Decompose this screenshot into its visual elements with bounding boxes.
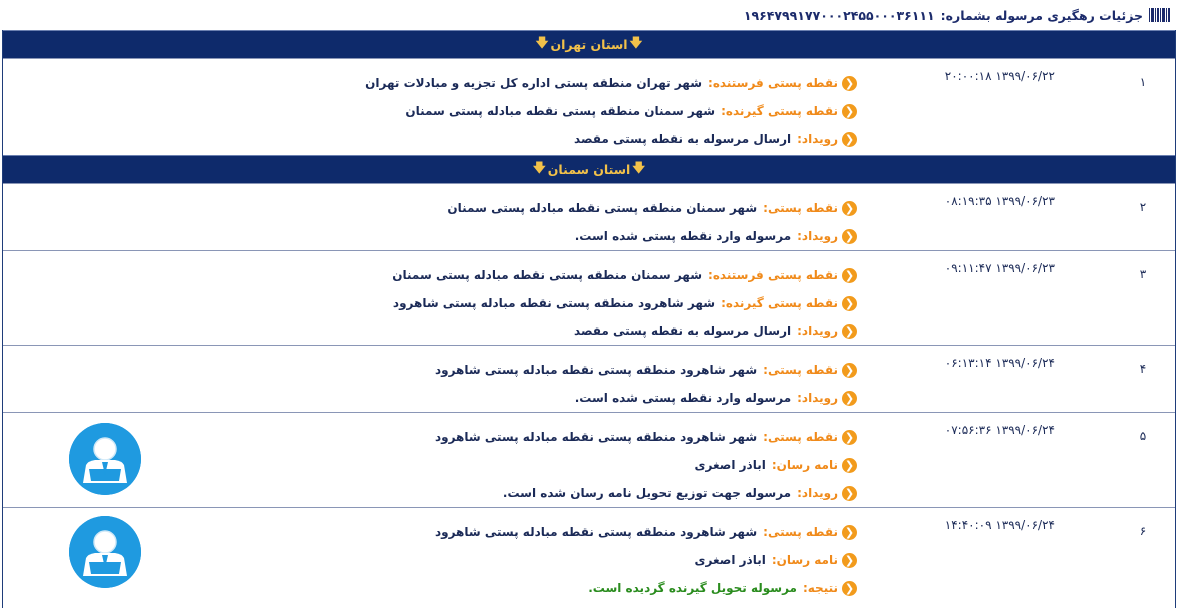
event-line (435, 384, 857, 412)
event-label: نقطه پستی گیرنده: (721, 296, 838, 310)
event-line (435, 451, 857, 479)
event-label: نامه رسان: (771, 553, 838, 567)
arrow-left-circle-icon: ❮ (842, 430, 857, 445)
row-events (435, 518, 857, 602)
table-row (3, 183, 1175, 250)
arrow-left-circle-icon: ❮ (842, 132, 857, 147)
event-label: نقطه پستی: (763, 430, 838, 444)
event-line (392, 261, 857, 289)
row-index: ۱ (1139, 75, 1147, 89)
event-line (435, 479, 857, 507)
arrow-left-circle-icon: ❮ (842, 458, 857, 473)
event-line (435, 574, 857, 602)
event-label: نقطه پستی: (763, 201, 838, 215)
province-name: استان سمنان (547, 162, 631, 177)
event-line (435, 546, 857, 574)
event-value: شهر شاهرود منطقه پستی نقطه مبادله پستی شاهرود (434, 525, 758, 539)
row-events (435, 356, 857, 412)
arrow-left-circle-icon: ❮ (842, 581, 857, 596)
event-value: شهر تهران منطقه پستی اداره کل تجزیه و مبادلات تهران (365, 76, 703, 90)
event-line (365, 69, 857, 97)
event-line (435, 518, 857, 546)
event-label: نقطه پستی گیرنده: (721, 104, 838, 118)
arrow-left-circle-icon: ❮ (842, 201, 857, 216)
tracking-header (0, 0, 1178, 30)
event-line (365, 97, 857, 125)
event-line (392, 289, 857, 317)
row-date: ۰۶:۱۳:۱۴ ۱۳۹۹/۰۶/۲۴ (944, 356, 1055, 370)
tracking-number: ۱۹۶۴۷۹۹۱۷۷۰۰۰۲۴۵۵۰۰۰۳۶۱۱۱ (743, 7, 935, 23)
row-date: ۰۸:۱۹:۳۵ ۱۳۹۹/۰۶/۲۳ (944, 194, 1055, 208)
event-value: مرسوله وارد نقطه پستی شده است. (574, 229, 792, 243)
arrow-left-circle-icon: ❮ (842, 76, 857, 91)
event-label: نقطه پستی: (763, 525, 838, 539)
event-value: مرسوله تحویل گیرنده گردیده است. (588, 581, 797, 595)
province-name: استان تهران (550, 37, 628, 52)
arrow-left-circle-icon: ❮ (842, 553, 857, 568)
event-value: مرسوله جهت توزیع تحویل نامه رسان شده است. (502, 486, 792, 500)
arrow-left-circle-icon: ❮ (842, 229, 857, 244)
tracking-title: جزئیات رهگیری مرسوله بشماره: (940, 7, 1143, 23)
event-label: رویداد: (797, 486, 838, 500)
event-label: رویداد: (797, 229, 838, 243)
postman-avatar-icon (69, 423, 141, 495)
event-value: ارسال مرسوله به نقطه پستی مقصد (574, 132, 792, 146)
arrow-left-circle-icon: ❮ (842, 391, 857, 406)
arrow-down-icon: 🡇 (535, 35, 549, 50)
arrow-left-circle-icon: ❮ (842, 324, 857, 339)
row-index: ۴ (1139, 362, 1147, 376)
arrow-left-circle-icon: ❮ (842, 486, 857, 501)
row-index: ۲ (1139, 200, 1147, 214)
event-label: رویداد: (797, 132, 838, 146)
province-header-semnan (3, 155, 1175, 183)
event-value: شهر شاهرود منطقه پستی نقطه مبادله پستی شاهرود (434, 430, 758, 444)
row-index: ۵ (1139, 429, 1147, 443)
barcode-icon (1149, 8, 1170, 22)
event-label: نقطه پستی فرستنده: (708, 76, 838, 90)
event-label: رویداد: (797, 391, 838, 405)
event-label: نامه رسان: (771, 458, 838, 472)
row-events (392, 261, 857, 345)
row-events (447, 194, 857, 250)
arrow-down-icon: 🡇 (629, 35, 643, 50)
row-events (435, 423, 857, 507)
event-line (447, 194, 857, 222)
table-row (3, 412, 1175, 507)
event-line (447, 222, 857, 250)
event-value: ارسال مرسوله به نقطه پستی مقصد (574, 324, 792, 338)
event-line (392, 317, 857, 345)
event-value: شهر شاهرود منطقه پستی نقطه مبادله پستی شاهرود (392, 296, 716, 310)
arrow-left-circle-icon: ❮ (842, 525, 857, 540)
event-value: شهر سمنان منطقه پستی نقطه مبادله پستی سمنان (447, 201, 758, 215)
arrow-down-icon: 🡇 (632, 160, 646, 175)
event-label: رویداد: (797, 324, 838, 338)
event-label: نقطه پستی: (763, 363, 838, 377)
row-index: ۳ (1139, 267, 1147, 281)
event-label: نتیجه: (802, 581, 838, 595)
row-date: ۲۰:۰۰:۱۸ ۱۳۹۹/۰۶/۲۲ (944, 69, 1055, 83)
event-value: شهر شاهرود منطقه پستی نقطه مبادله پستی شاهرود (434, 363, 758, 377)
table-row (3, 345, 1175, 412)
arrow-left-circle-icon: ❮ (842, 363, 857, 378)
arrow-down-icon: 🡇 (532, 160, 546, 175)
arrow-left-circle-icon: ❮ (842, 296, 857, 311)
tracking-table (2, 30, 1176, 608)
row-date: ۱۴:۴۰:۰۹ ۱۳۹۹/۰۶/۲۴ (944, 518, 1055, 532)
event-line (365, 125, 857, 153)
event-value: شهر سمنان منطقه پستی نقطه مبادله پستی سمنان (405, 104, 716, 118)
event-value: مرسوله وارد نقطه پستی شده است. (574, 391, 792, 405)
event-line (435, 423, 857, 451)
table-row (3, 250, 1175, 345)
row-date: ۰۹:۱۱:۴۷ ۱۳۹۹/۰۶/۲۳ (944, 261, 1055, 275)
row-events (365, 69, 857, 153)
row-index: ۶ (1139, 524, 1147, 538)
arrow-left-circle-icon: ❮ (842, 104, 857, 119)
event-value: اباذر اصغری (694, 553, 766, 567)
event-label: نقطه پستی فرستنده: (708, 268, 838, 282)
table-row (3, 507, 1175, 608)
arrow-left-circle-icon: ❮ (842, 268, 857, 283)
event-line (435, 356, 857, 384)
province-header-tehran (3, 30, 1175, 58)
row-date: ۰۷:۵۶:۳۶ ۱۳۹۹/۰۶/۲۴ (944, 423, 1055, 437)
table-row (3, 58, 1175, 155)
event-value: شهر سمنان منطقه پستی نقطه مبادله پستی سمنان (392, 268, 703, 282)
event-value: اباذر اصغری (694, 458, 766, 472)
postman-avatar-icon (69, 516, 141, 588)
